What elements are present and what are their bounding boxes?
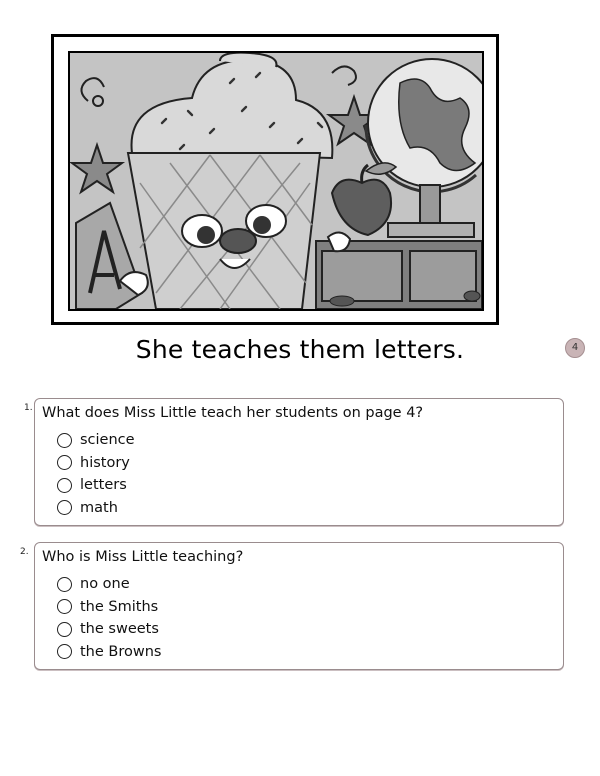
answer-option[interactable]: [57, 452, 135, 475]
radio-button[interactable]: [57, 433, 72, 448]
answer-option[interactable]: [57, 573, 161, 596]
question-card: [34, 398, 564, 526]
radio-button[interactable]: [57, 577, 72, 592]
option-label: no one: [80, 576, 130, 593]
radio-button[interactable]: [57, 478, 72, 493]
story-caption: She teaches them letters.: [135, 335, 465, 364]
radio-button[interactable]: [57, 622, 72, 637]
option-label: letters: [80, 477, 127, 494]
question-text: What does Miss Little teach her students on page 4?: [42, 405, 424, 421]
radio-button[interactable]: [57, 500, 72, 515]
question-text: Who is Miss Little teaching?: [42, 549, 244, 565]
question-number: 2.: [20, 547, 29, 557]
page-number-badge: 4: [565, 338, 585, 358]
question-number: 1.: [24, 403, 33, 413]
answer-option[interactable]: [57, 497, 135, 520]
radio-button[interactable]: [57, 644, 72, 659]
question-card: [34, 542, 564, 670]
option-label: the sweets: [80, 621, 159, 638]
answer-options: [57, 573, 161, 663]
answer-option[interactable]: [57, 474, 135, 497]
option-label: math: [80, 499, 118, 516]
answer-option[interactable]: [57, 618, 161, 641]
option-label: the Smiths: [80, 598, 159, 615]
option-label: science: [80, 432, 135, 449]
answer-option[interactable]: [57, 429, 135, 452]
radio-button[interactable]: [57, 599, 72, 614]
illustration-frame: [51, 34, 499, 325]
ice-cream-teacher-illustration: [68, 51, 484, 311]
option-label: the Browns: [80, 643, 162, 660]
option-label: history: [80, 454, 130, 471]
radio-button[interactable]: [57, 455, 72, 470]
answer-options: [57, 429, 135, 519]
answer-option[interactable]: [57, 596, 161, 619]
answer-option[interactable]: [57, 641, 161, 664]
